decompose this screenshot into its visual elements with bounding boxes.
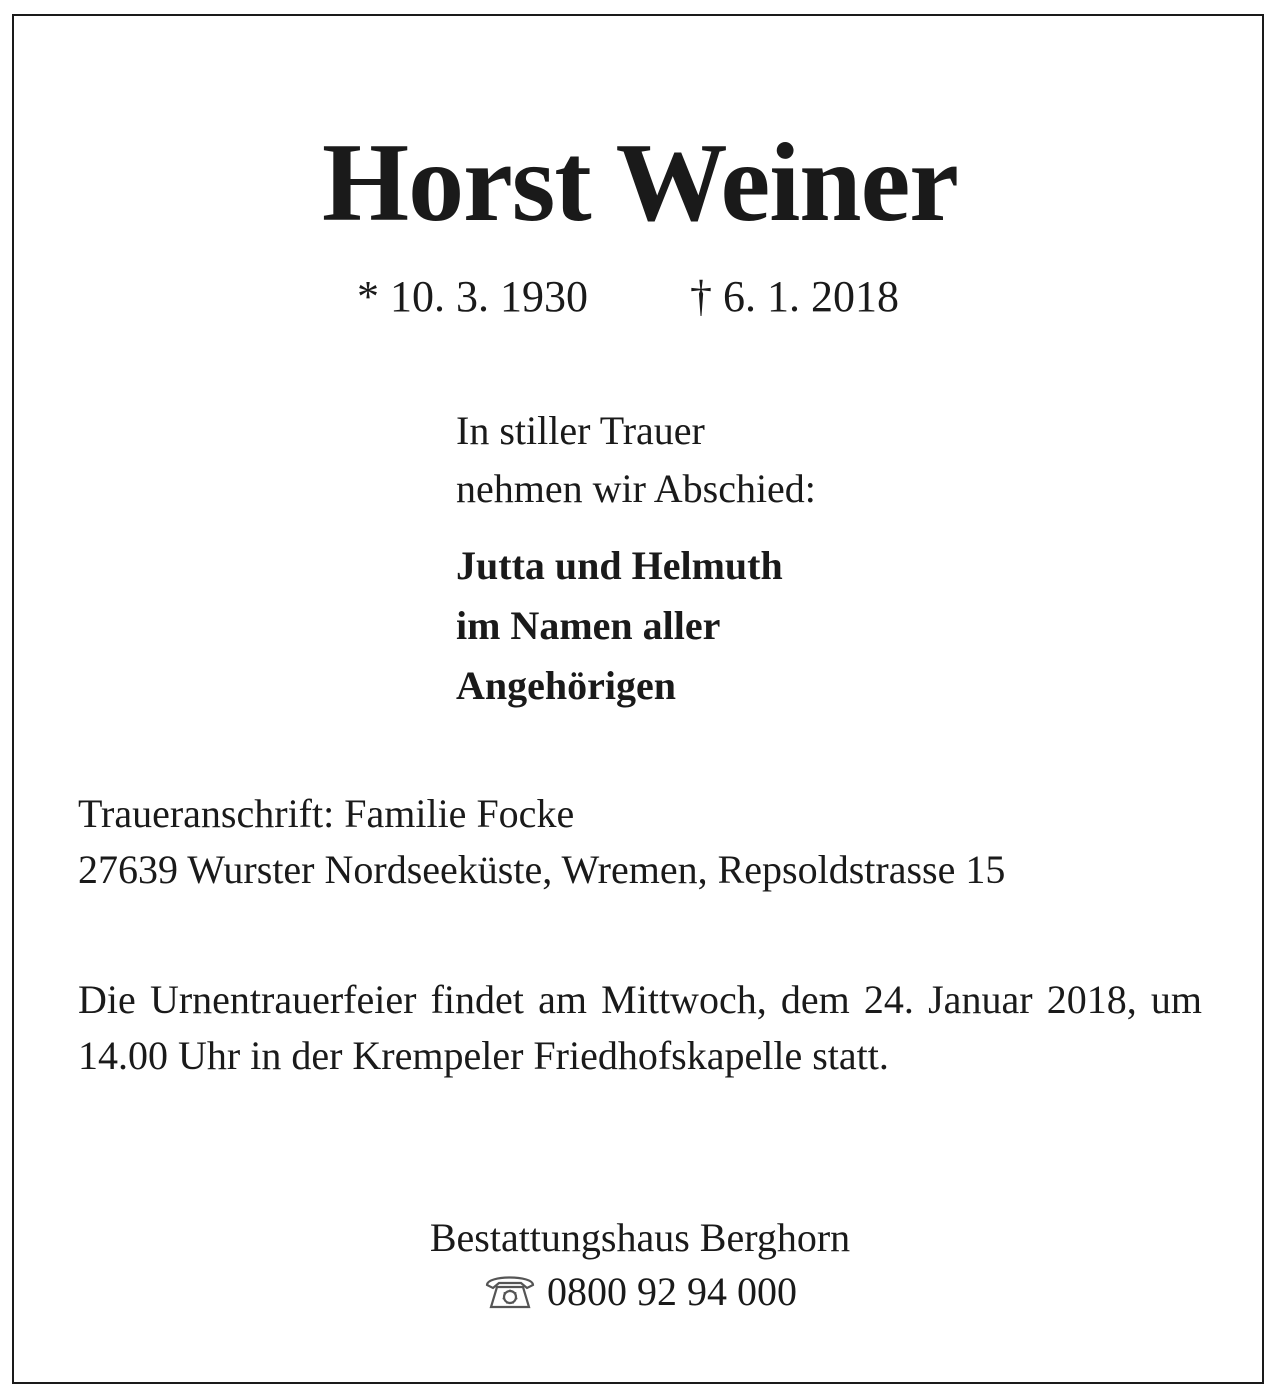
signer-line: im Namen aller (456, 603, 721, 648)
telephone-icon (483, 1270, 537, 1326)
signer-line: Angehörigen (456, 663, 676, 708)
deceased-name: Horst Weiner (321, 121, 959, 245)
ceremony-info: Die Urnentrauerfeier findet am Mittwoch, dem 24. Januar 2018, um 14.00 Uhr in der Krempeler Friedhofskapelle statt. (78, 977, 1202, 1078)
life-dates (0, 272, 1280, 322)
phone-number: 0800 92 94 000 (547, 1269, 797, 1314)
address-line: Traueranschrift: Familie Focke (78, 791, 575, 836)
funeral-home-phone (0, 1264, 1280, 1326)
address-line: 27639 Wurster Nordseeküste, Wremen, Repsoldstrasse 15 (78, 847, 1006, 892)
funeral-home-name: Bestattungshaus Berghorn (429, 1215, 851, 1260)
signer-line: Jutta und Helmuth (456, 543, 783, 588)
birth-date: * 10. 3. 1930 (357, 272, 588, 321)
signers (456, 536, 783, 716)
mourning-address (78, 786, 1005, 898)
mourning-line: In stiller Trauer (456, 408, 705, 453)
mourning-line: nehmen wir Abschied: (456, 466, 816, 511)
death-date: † 6. 1. 2018 (690, 272, 899, 321)
mourning-text (456, 402, 816, 518)
